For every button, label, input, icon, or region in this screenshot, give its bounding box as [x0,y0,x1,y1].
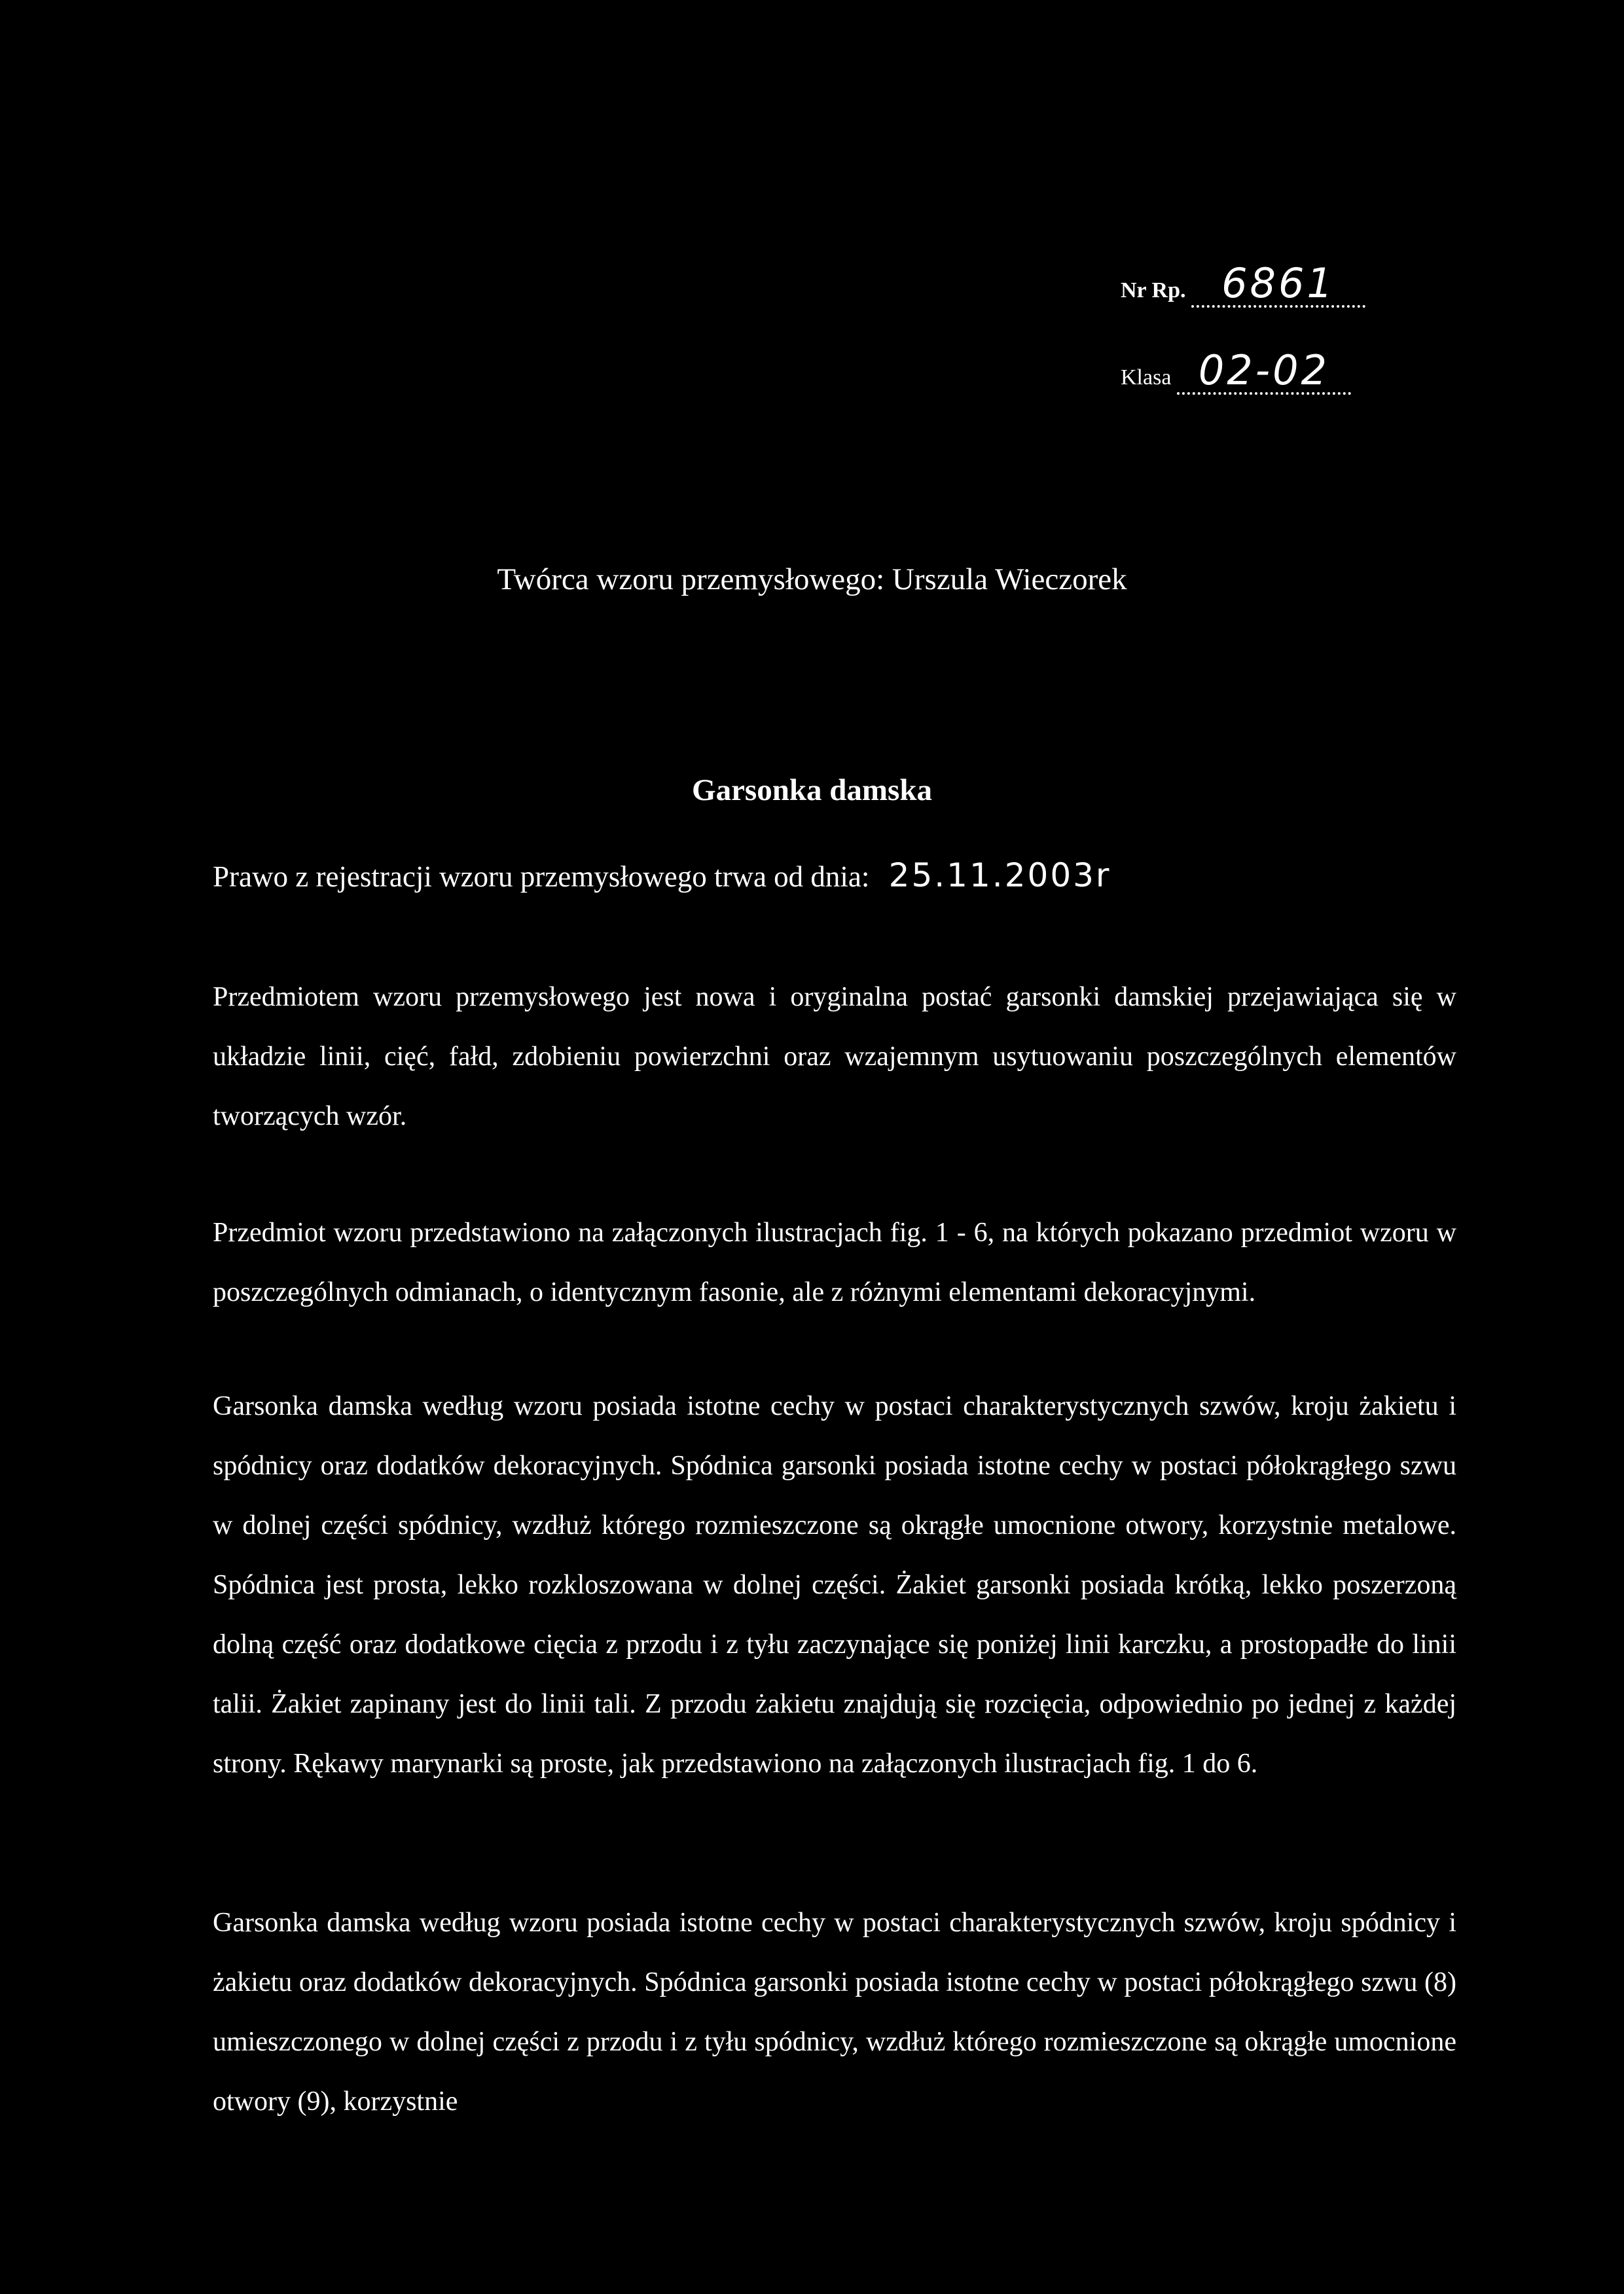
classification [1121,346,1461,395]
registration-number-label: Nr Rp. [1121,278,1186,302]
classification-value: 02-02 [1177,350,1351,395]
creator-line: Twórca wzoru przemysłowego: Urszula Wieczorek [497,562,1127,596]
classification-label: Klasa [1121,365,1172,390]
paragraph-features: Garsonka damska według wzoru posiada istotne cechy w postaci charakterystycznych szwów, kroju żakietu i spódnicy oraz dodatków dekoracyjnych. Spódnica garsonki posiada istotne cechy w postaci półokrągłego szwu w dolnej części spódnicy, wzdłuż którego rozmieszczone są okrągłe umocnione otwory, korzystnie metalowe. Spódnica jest prosta, lekko rozkloszowana w dolnej części. Żakiet garsonki posiada krótką, lekko poszerzoną dolną część oraz dodatkowe cięcia z przodu i z tyłu zaczynające się poniżej linii karczku, a prostopadłe do linii talii. Żakiet zapinany jest do linii tali. Z przodu żakietu znajdują się rozcięcia, odpowiednio po jednej z każdej strony. Rękawy marynarki są proste, jak przedstawiono na załączonych ilustracjach fig. 1 do 6. [213,1391,1456,1779]
handwritten-date: 25.11.2003r [888,856,1111,894]
right-validity-label: Prawo z rejestracji wzoru przemysłowego trwa od dnia: [213,860,870,893]
document-title: Garsonka damska [692,773,932,807]
paragraph-features-detail: Garsonka damska według wzoru posiada istotne cechy w postaci charakterystycznych szwów, kroju spódnicy i żakietu oraz dodatków dekoracyjnych. Spódnica garsonki posiada istotne cechy w postaci półokrągłego szwu (8) umieszczonego w dolnej części z przodu i z tyłu spódnicy, wzdłuż którego rozmieszczone są okrągłe umocnione otwory (9), korzystnie [213,1908,1456,2117]
paragraph-subject: Przedmiotem wzoru przemysłowego jest nowa i oryginalna postać garsonki damskiej przejawiająca się w układzie linii, cięć, fałd, zdobieniu powierzchni oraz wzajemnym usytuowaniu poszczególnych elementów tworzących wzór. [213,982,1456,1131]
registration-number-value: 6861 [1191,263,1365,308]
right-validity-line [213,856,1111,894]
paragraph-illustrations: Przedmiot wzoru przedstawiono na załączonych ilustracjach fig. 1 - 6, na których pokazano przedmiot wzoru w poszczególnych odmianach, o identycznym fasonie, ale z różnymi elementami dekoracyjnymi. [213,1218,1456,1307]
registration-number [1121,259,1461,308]
